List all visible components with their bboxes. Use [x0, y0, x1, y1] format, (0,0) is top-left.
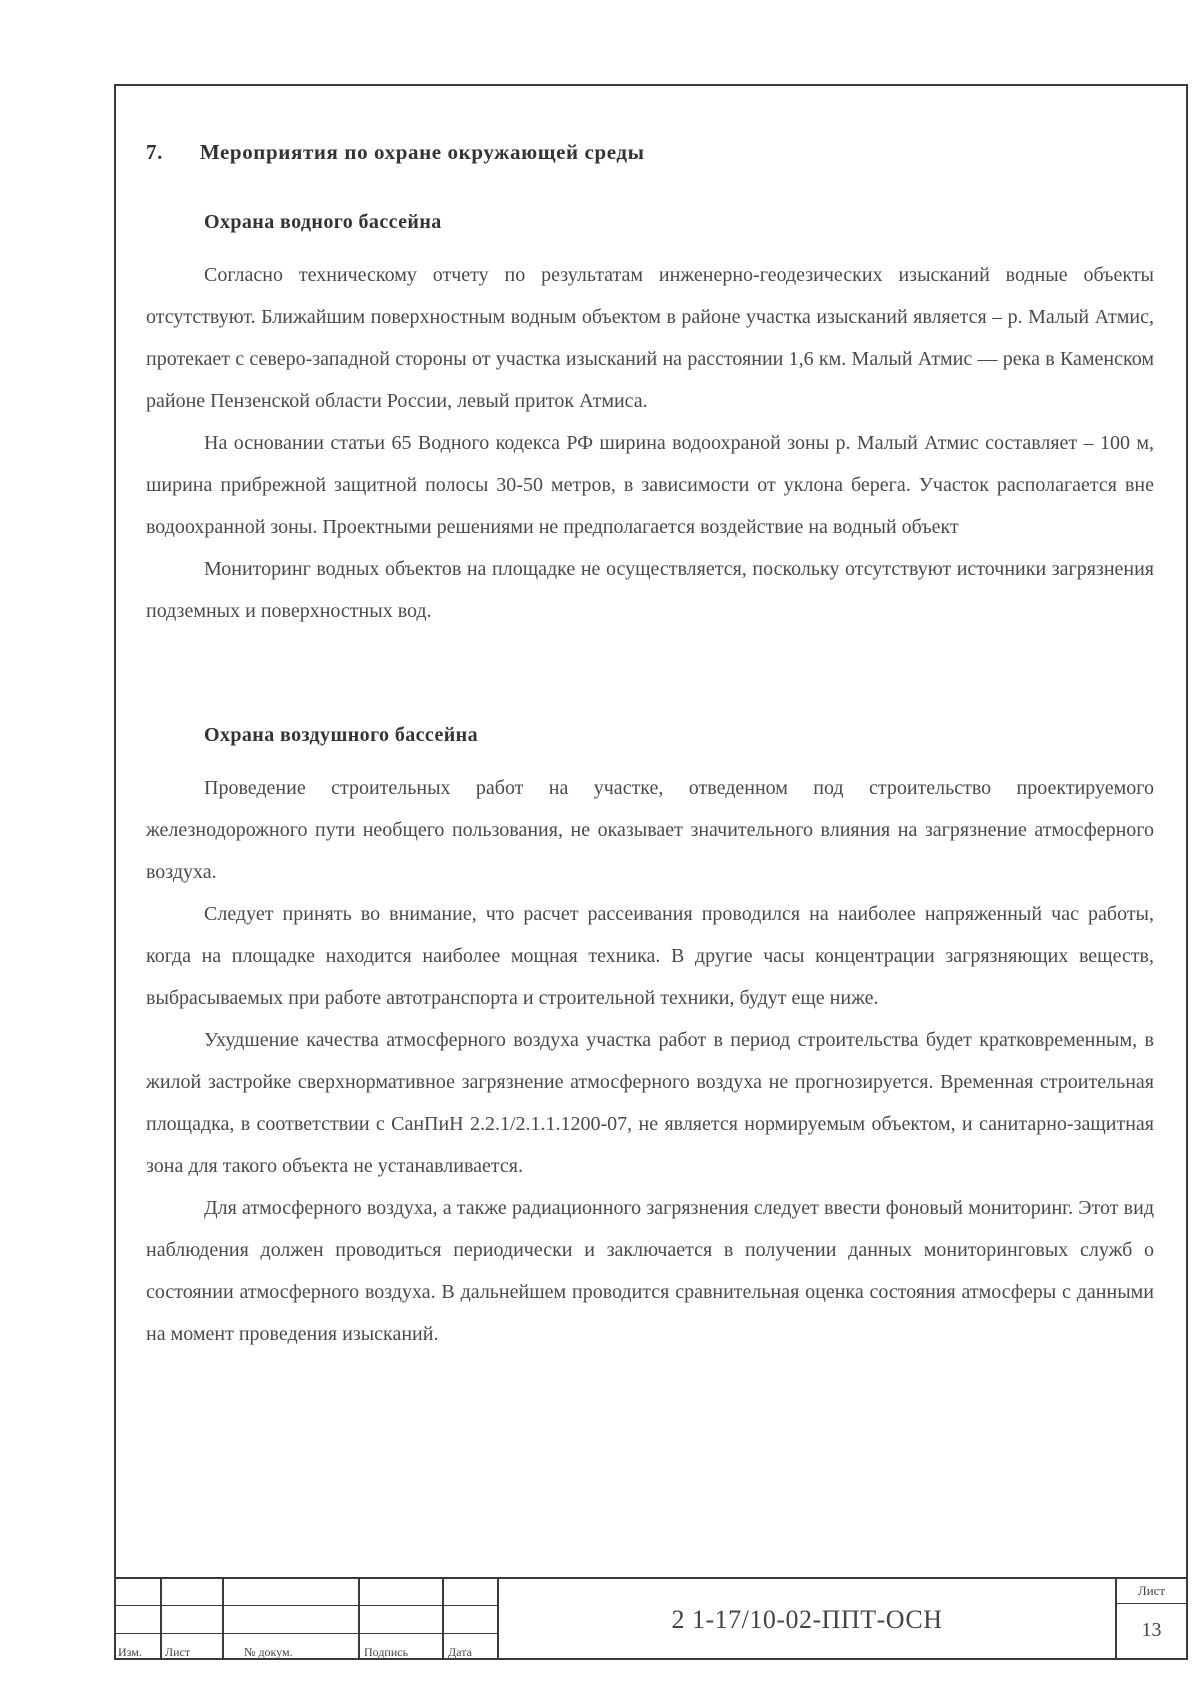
sheet-column-label: Лист	[165, 1645, 191, 1659]
table-divider	[160, 1579, 162, 1660]
revision-label: Изм.	[118, 1645, 142, 1659]
revision-table	[114, 1579, 497, 1660]
water-paragraph-2: На основании статьи 65 Водного кодекса РФ ширина водоохраной зоны р. Малый Атмис составляет – 100 м, ширина прибрежной защитной полосы 30-50 метров, в зависимости от уклона берега. Участок располагается вне водоохранной зоны. Проектными решениями не предполагается воздействие на водный объект	[146, 432, 1154, 538]
table-divider	[114, 1605, 497, 1606]
table-divider	[222, 1579, 224, 1660]
document-body	[146, 140, 1154, 1355]
sheet-number: 13	[1141, 1619, 1162, 1641]
sheet-box	[1117, 1579, 1186, 1660]
table-divider	[114, 1633, 497, 1634]
air-paragraph-4: Для атмосферного воздуха, а также радиационного загрязнения следует ввести фоновый мониторинг. Этот вид наблюдения должен проводиться периодически и заключается в получении данных мониторинговых служб о состоянии атмосферного воздуха. В дальнейшем проводится сравнительная оценка состояния атмосферы с данными на момент проведения изысканий.	[146, 1197, 1154, 1345]
table-divider	[442, 1579, 444, 1660]
date-label: Дата	[448, 1645, 472, 1659]
signature-label: Подпись	[364, 1645, 409, 1659]
section-title	[146, 140, 1154, 165]
section-number: 7.	[146, 140, 163, 164]
air-protection-heading: Охрана воздушного бассейна	[204, 724, 478, 746]
section-title-text: Мероприятия по охране окружающей среды	[199, 140, 645, 164]
title-block	[114, 1577, 1188, 1660]
air-paragraph-3: Ухудшение качества атмосферного воздуха участка работ в период строительства будет кратковременным, в жилой застройке сверхнормативное загрязнение атмосферного воздуха не прогнозируется. Временная строительная площадка, в соответствии с СанПиН 2.2.1/2.1.1.1200-07, не является нормируемым объектом, и санитарно-защитная зона для такого объекта не устанавливается.	[146, 1029, 1154, 1177]
air-paragraph-2: Следует принять во внимание, что расчет рассеивания проводился на наиболее напряженный час работы, когда на площадке находится наиболее мощная техника. В другие часы концентрации загрязняющих веществ, выбрасываемых при работе автотранспорта и строительной техники, будут еще ниже.	[146, 903, 1154, 1009]
water-paragraph-3: Мониторинг водных объектов на площадке не осуществляется, поскольку отсутствуют источники загрязнения подземных и поверхностных вод.	[146, 558, 1154, 622]
table-divider	[358, 1579, 360, 1660]
document-code: 2 1-17/10-02-ППТ-ОСН	[497, 1579, 1117, 1660]
water-protection-heading: Охрана водного бассейна	[204, 211, 442, 233]
air-paragraph-1: Проведение строительных работ на участке, отведенном под строительство проектируемого железнодорожного пути необщего пользования, не оказывает значительного влияния на загрязнение атмосферного воздуха.	[146, 777, 1154, 883]
document-number-label: № докум.	[244, 1645, 293, 1659]
sheet-label: Лист	[1137, 1583, 1166, 1598]
sheet-divider	[1117, 1603, 1186, 1604]
water-paragraph-1: Согласно техническому отчету по результатам инженерно-геодезических изысканий водные объекты отсутствуют. Ближайшим поверхностным водным объектом в районе участка изысканий является – р. Малый Атмис, протекает с северо-западной стороны от участка изысканий на расстоянии 1,6 км. Малый Атмис — река в Каменском районе Пензенской области России, левый приток Атмиса.	[146, 264, 1154, 412]
